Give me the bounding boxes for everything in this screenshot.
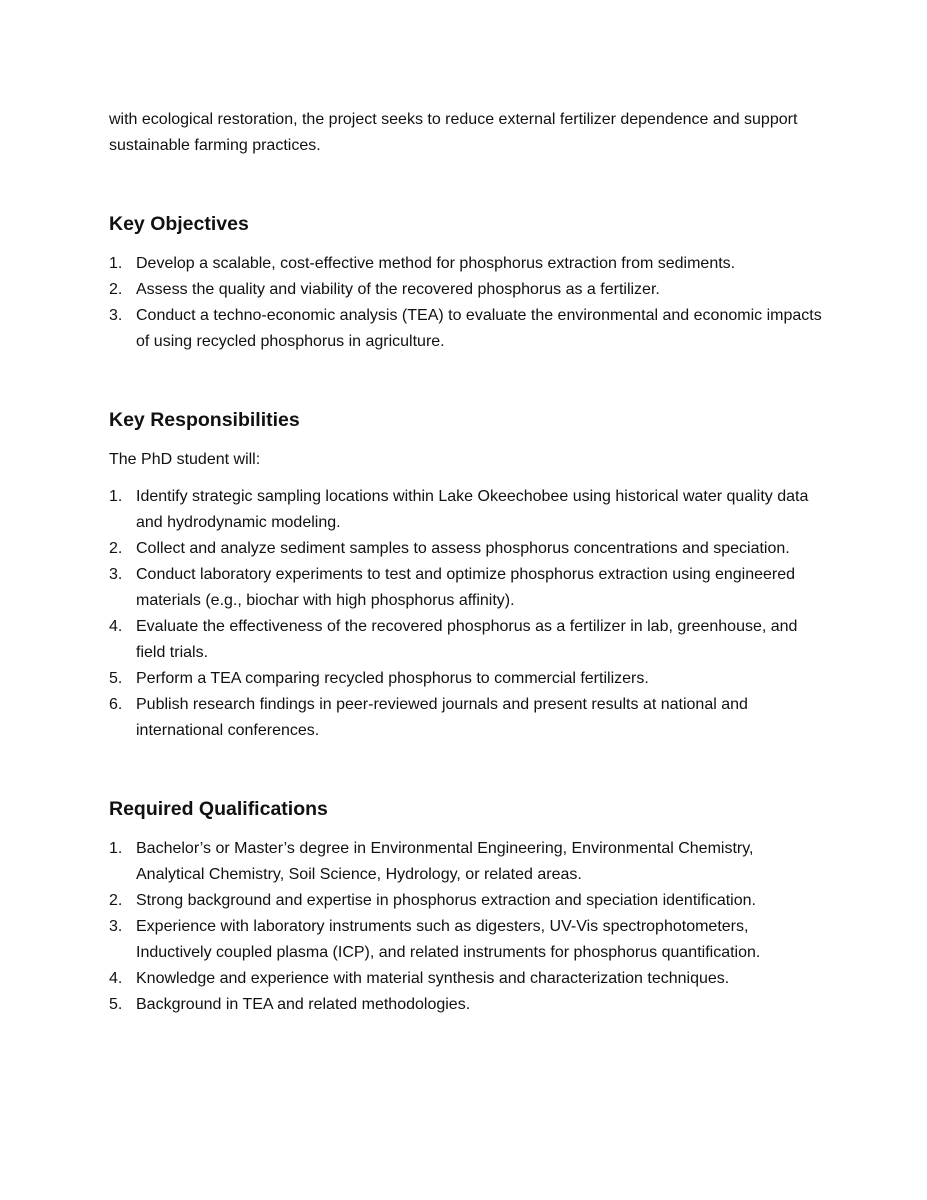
list-item: 2. Collect and analyze sediment samples to assess phosphorus concentrations and speciation. xyxy=(109,540,790,557)
document-page xyxy=(109,107,824,1018)
list-item: 3. Conduct laboratory experiments to test and optimize phosphorus extraction using engineered materials (e.g., biochar with high phosphorus affinity). xyxy=(109,566,796,609)
list-item: 1. Bachelor’s or Master’s degree in Environmental Engineering, Environmental Chemistry, Analytical Chemistry, Soil Science, Hydrology, or related areas. xyxy=(109,840,754,883)
objectives-list xyxy=(109,251,824,355)
list-item: 3. Conduct a techno-economic analysis (TEA) to evaluate the environmental and economic impacts of using recycled phosphorus in agriculture. xyxy=(109,307,822,350)
list-item: 6. Publish research findings in peer-reviewed journals and present results at national and international conferences. xyxy=(109,696,748,739)
list-item: 4. Knowledge and experience with material synthesis and characterization techniques. xyxy=(109,970,730,987)
list-item: 2. Assess the quality and viability of the recovered phosphorus as a fertilizer. xyxy=(109,281,660,298)
intro-paragraph: with ecological restoration, the project seeks to reduce external fertilizer dependence and support sustainable farming practices. xyxy=(109,111,798,154)
list-item: 2. Strong background and expertise in phosphorus extraction and speciation identification. xyxy=(109,892,756,909)
list-item: 4. Evaluate the effectiveness of the recovered phosphorus as a fertilizer in lab, greenhouse, and field trials. xyxy=(109,618,798,661)
list-item: 1. Identify strategic sampling locations within Lake Okeechobee using historical water quality data and hydrodynamic modeling. xyxy=(109,488,809,531)
list-item: 3. Experience with laboratory instruments such as digesters, UV-Vis spectrophotometers, Inductively coupled plasma (ICP), and related instruments for phosphorus quantification. xyxy=(109,918,761,961)
list-item: 5. Background in TEA and related methodologies. xyxy=(109,996,471,1013)
qualifications-list xyxy=(109,836,824,1018)
list-item: 5. Perform a TEA comparing recycled phosphorus to commercial fertilizers. xyxy=(109,670,649,687)
heading-key-objectives: Key Objectives xyxy=(109,213,249,235)
responsibilities-list xyxy=(109,484,824,744)
heading-key-responsibilities: Key Responsibilities xyxy=(109,409,300,431)
heading-required-qualifications: Required Qualifications xyxy=(109,798,328,820)
responsibilities-intro: The PhD student will: xyxy=(109,451,261,468)
list-item: 1. Develop a scalable, cost-effective method for phosphorus extraction from sediments. xyxy=(109,255,736,272)
